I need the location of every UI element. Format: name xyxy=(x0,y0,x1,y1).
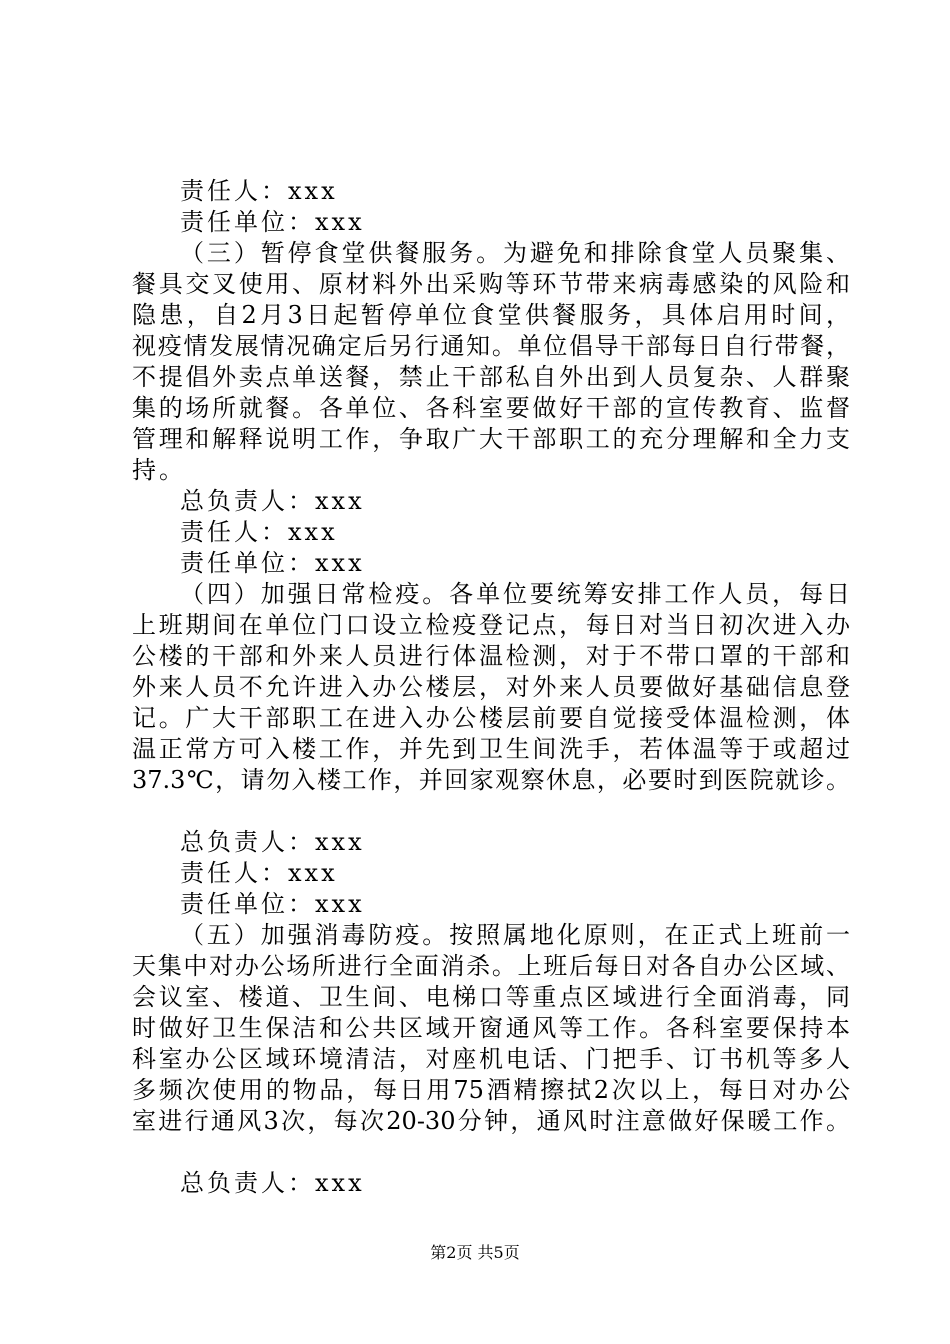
paragraph-5-line: 会议室、楼道、卫生间、电梯口等重点区域进行全面消毒，同 xyxy=(132,983,850,1011)
paragraph-3-line: 持。 xyxy=(132,456,186,484)
responsible-person-line: 责任人：xxx xyxy=(180,859,338,887)
paragraph-3-line: 管理和解释说明工作，争取广大干部职工的充分理解和全力支 xyxy=(132,425,850,453)
paragraph-3-line: （三）暂停食堂供餐服务。为避免和排除食堂人员聚集、 xyxy=(180,239,850,267)
page-number-footer: 第2页 共5页 xyxy=(430,1243,520,1262)
paragraph-5-line: 多频次使用的物品，每日用75酒精擦拭2次以上，每日对办公 xyxy=(132,1076,850,1104)
paragraph-3-line: 不提倡外卖点单送餐，禁止干部私自外出到人员复杂、人群聚 xyxy=(132,363,850,391)
paragraph-4-line: 37.3℃，请勿入楼工作，并回家观察休息，必要时到医院就诊。 xyxy=(132,766,850,794)
responsible-person-line: 责任人：xxx xyxy=(180,518,338,546)
paragraph-4-line: 公楼的干部和外来人员进行体温检测，对于不带口罩的干部和 xyxy=(132,642,850,670)
responsible-unit-line: 责任单位：xxx xyxy=(180,890,365,918)
paragraph-4-line: 外来人员不允许进入办公楼层，对外来人员要做好基础信息登 xyxy=(132,673,850,701)
responsible-person-line: 责任人：xxx xyxy=(180,177,338,205)
chief-responsible-line: 总负责人：xxx xyxy=(180,828,365,856)
document-body xyxy=(132,176,850,1199)
responsible-unit-line: 责任单位：xxx xyxy=(180,549,365,577)
paragraph-5-line: 时做好卫生保洁和公共区域开窗通风等工作。各科室要保持本 xyxy=(132,1014,850,1042)
responsible-unit-line: 责任单位：xxx xyxy=(180,208,365,236)
paragraph-4-line: 上班期间在单位门口设立检疫登记点，每日对当日初次进入办 xyxy=(132,611,850,639)
paragraph-5-line: 室进行通风3次，每次20-30分钟，通风时注意做好保暖工作。 xyxy=(132,1107,850,1135)
paragraph-4-line: （四）加强日常检疫。各单位要统筹安排工作人员，每日 xyxy=(180,580,850,608)
paragraph-3-line: 集的场所就餐。各单位、各科室要做好干部的宣传教育、监督 xyxy=(132,394,850,422)
paragraph-3-line: 餐具交叉使用、原材料外出采购等环节带来病毒感染的风险和 xyxy=(132,270,850,298)
paragraph-3-line: 视疫情发展情况确定后另行通知。单位倡导干部每日自行带餐， xyxy=(132,332,850,360)
paragraph-gap xyxy=(132,1137,850,1168)
paragraph-4-line: 温正常方可入楼工作，并先到卫生间洗手，若体温等于或超过 xyxy=(132,735,850,763)
chief-responsible-line: 总负责人：xxx xyxy=(180,1169,365,1197)
paragraph-5-line: （五）加强消毒防疫。按照属地化原则，在正式上班前一 xyxy=(180,921,850,949)
paragraph-3-line: 隐患，自2月3日起暂停单位食堂供餐服务，具体启用时间， xyxy=(132,301,850,329)
paragraph-gap xyxy=(132,796,850,827)
chief-responsible-line: 总负责人：xxx xyxy=(180,487,365,515)
paragraph-5-line: 天集中对办公场所进行全面消杀。上班后每日对各自办公区域、 xyxy=(132,952,850,980)
paragraph-5-line: 科室办公区域环境清洁，对座机电话、门把手、订书机等多人 xyxy=(132,1045,850,1073)
paragraph-4-line: 记。广大干部职工在进入办公楼层前要自觉接受体温检测，体 xyxy=(132,704,850,732)
